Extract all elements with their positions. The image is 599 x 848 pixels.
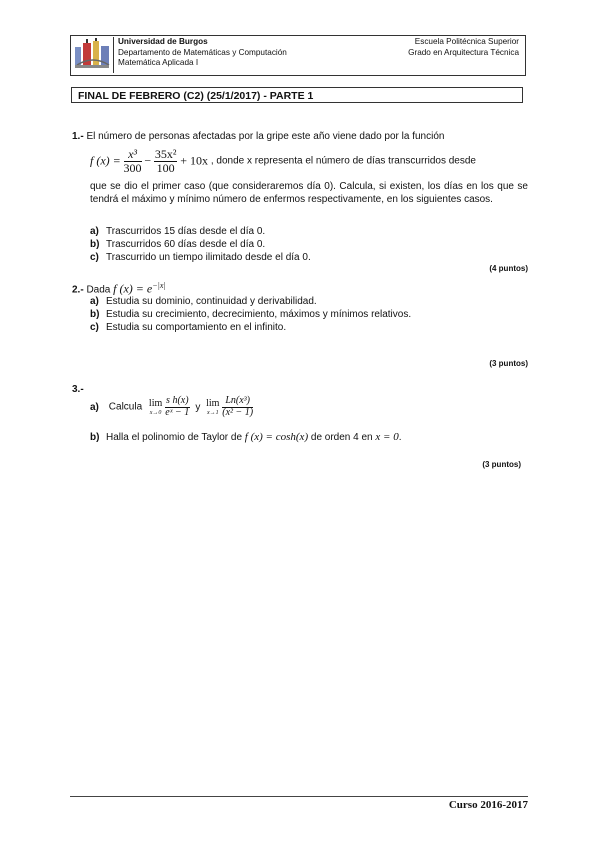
q2-points: (3 puntos) [489,359,528,368]
q1-body: que se dio el primer caso (que consideraremos día 0). Calcula, si existen, los días en los que se tendrá el máximo y mínimo número de enfermos respectivamente, en los siguientes casos. [90,181,528,205]
q3-item-a [90,396,253,428]
q2-number: 2.- [72,284,84,296]
q1-item-c: c) Trascurrido un tiempo ilimitado desde el día 0. [90,252,311,263]
q3-limit-1-operator: lim x→0 [148,397,163,416]
q3-points: (3 puntos) [482,460,521,469]
q3-a-label: a) [90,401,99,413]
q1-frac1-denominator: 300 [123,160,142,175]
q3-b-text-2: de orden 4 en [310,432,373,443]
q1-items [90,225,520,264]
footer-course: Curso 2016-2017 [448,799,528,811]
q2-item-b: b) Estudia su crecimiento, decrecimiento, máximos y mínimos relativos. [90,309,412,320]
q1-fraction-1 [124,148,142,174]
q2-item-a: a) Estudia su dominio, continuidad y derivabilidad. [90,296,317,307]
q3-number: 3.- [72,384,84,395]
school-name: Escuela Politécnica Superior [414,37,519,46]
q1-points: (4 puntos) [489,264,528,273]
exam-title: FINAL DE FEBRERO (C2) (25/1/2017) - PARTE 1 [71,87,523,103]
q1-intro: El número de personas afectadas por la gripe este año viene dado por la función [86,131,445,142]
q1-frac1-numerator: x³ [124,148,142,162]
header-left [118,37,287,69]
q1-formula-lhs: f (x) = [90,153,121,168]
area-name: Matemática Aplicada I [118,58,199,67]
q2-intro-line [72,279,166,296]
q2-items [90,295,520,334]
q1-fraction-2 [154,148,178,174]
degree-name: Grado en Arquitectura Técnica [408,47,519,57]
q2-item-c: c) Estudia su comportamiento en el infinito. [90,322,287,333]
q1-number: 1.- [72,131,84,142]
q1-minus: − [144,153,152,168]
q1-after-formula: , donde x representa el número de días transcurridos desde [210,155,476,167]
q3-b-point: x = 0 [375,431,399,443]
q2-exponent: −|x| [152,281,166,290]
q2-formula: f (x) = e [113,281,153,296]
header-right [408,37,519,58]
q1-intro-line [72,130,528,143]
footer-divider [70,796,528,797]
department-name: Departamento de Matemáticas y Computación [118,47,287,57]
q3-b-label: b) [90,432,100,443]
q3-limit-2-operator: lim x→1 [206,397,220,416]
q1-formula-line [90,148,530,178]
q3-limit-2-fraction: $\frac{\text{Ln(x³)}}{\text{(x² − 1)}}$ [222,395,254,418]
q3-item-b: b) Halla el polinomio de Taylor de f (x) = cosh(x) de orden 4 en x = 0. [90,431,402,443]
q3-a-text: Calcula [108,401,143,413]
letterhead [70,35,526,76]
q1-frac2-denominator: 100 [156,160,175,175]
q3-b-text: Halla el polinomio de Taylor de [106,432,243,443]
university-name: Universidad de Burgos [118,37,208,46]
q2-intro: Dada [86,284,111,296]
q3-b-formula: f (x) = cosh(x) [244,431,309,443]
university-logo [73,37,114,73]
q3-conjunction: y [195,401,201,413]
q3-limit-1-fraction: $\frac{\text{s h(x)}}{\text{eˣ − 1}}$ [165,395,190,418]
q1-item-a: a) Trascurridos 15 días desde el día 0. [90,226,266,237]
q1-item-b: b) Trascurridos 60 días desde el día 0. [90,239,266,250]
q1-plus-term: + 10x [180,153,209,168]
q1-frac2-numerator: 35x² [154,147,177,161]
